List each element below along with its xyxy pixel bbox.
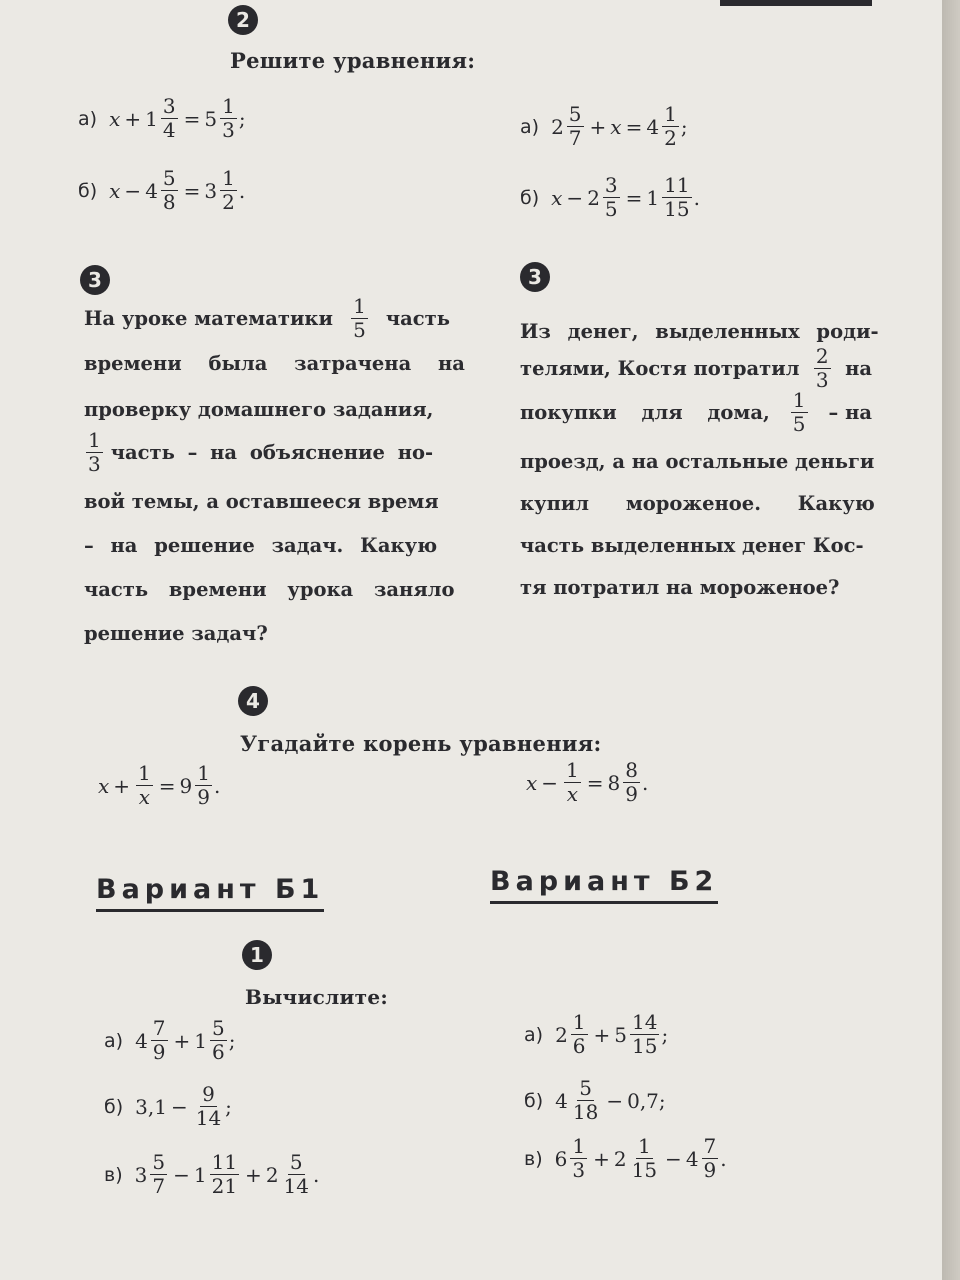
task-1-right-a: а) 2 $\frac{1}{6}$ + 5 $\frac{14}{15}$ ; <box>524 1010 669 1058</box>
task-2-right-b: б) x − 2 $\frac{3}{5}$ = 1 $\frac{11}{15}$ . <box>520 173 700 221</box>
variant-b2-title: Вариант Б2 <box>490 866 718 904</box>
task-3-left-text: На уроке математики $\frac{1}{5}$ часть времени была затрачена на проверку домашнего задания, $\frac{1}{3}$ часть – на объяснение но- вой темы, а оставшееся время – на решение задач. Какую часть времени урока заняло решение задач? <box>84 294 465 645</box>
task-2-left-a: а) x + 1 $\frac{3}{4}$ = 5 $\frac{1}{3}$ ; <box>78 94 246 142</box>
task-3-right-text: Из денег, выделенных роди- телями, Костя потратил $\frac{2}{3}$ на покупки для дома, $\frac{1}{5}$ – на проезд, а на остальные деньги купил мороженое. Какую часть выделенных денег Кос- тя потратил на мороженое? <box>520 320 879 599</box>
task-1-badge: 1 <box>242 940 272 970</box>
task-3-left-badge: 3 <box>80 265 110 295</box>
task-3-right-badge: 3 <box>520 262 550 292</box>
task-1-right-b: б) 4 $\frac{5}{18}$ − 0,7 ; <box>524 1076 666 1124</box>
task-4-heading: Угадайте корень уравнения: <box>240 731 602 756</box>
task-1-heading: Вычислите: <box>245 985 389 1009</box>
task-4-right-eq: x − $\frac{1}{x}$ = 8 $\frac{8}{9}$ . <box>526 758 649 806</box>
header-rule <box>720 0 872 6</box>
task-2-badge: 2 <box>228 5 258 35</box>
task-1-left-c: в) 3 $\frac{5}{7}$ − 1 $\frac{11}{21}$ + 2 $\frac{5}{14}$ . <box>104 1150 320 1198</box>
task-4-badge: 4 <box>238 686 268 716</box>
task-1-right-c: в) 6 $\frac{1}{3}$ + 2 $\frac{1}{15}$ − 4 $\frac{7}{9}$ . <box>524 1134 727 1182</box>
page-edge-shadow <box>942 0 960 1280</box>
task-2-heading: Решите уравнения: <box>230 48 476 73</box>
task-1-left-b: б) 3,1 − $\frac{9}{14}$ ; <box>104 1082 232 1130</box>
task-2-right-a: а) 2 $\frac{5}{7}$ + x = 4 $\frac{1}{2}$ ; <box>520 102 688 150</box>
variant-b1-title: Вариант Б1 <box>96 874 324 912</box>
task-1-left-a: а) 4 $\frac{7}{9}$ + 1 $\frac{5}{6}$ ; <box>104 1016 236 1064</box>
task-4-left-eq: x + $\frac{1}{x}$ = 9 $\frac{1}{9}$ . <box>98 761 221 809</box>
task-2-left-b: б) x − 4 $\frac{5}{8}$ = 3 $\frac{1}{2}$ . <box>78 166 246 214</box>
